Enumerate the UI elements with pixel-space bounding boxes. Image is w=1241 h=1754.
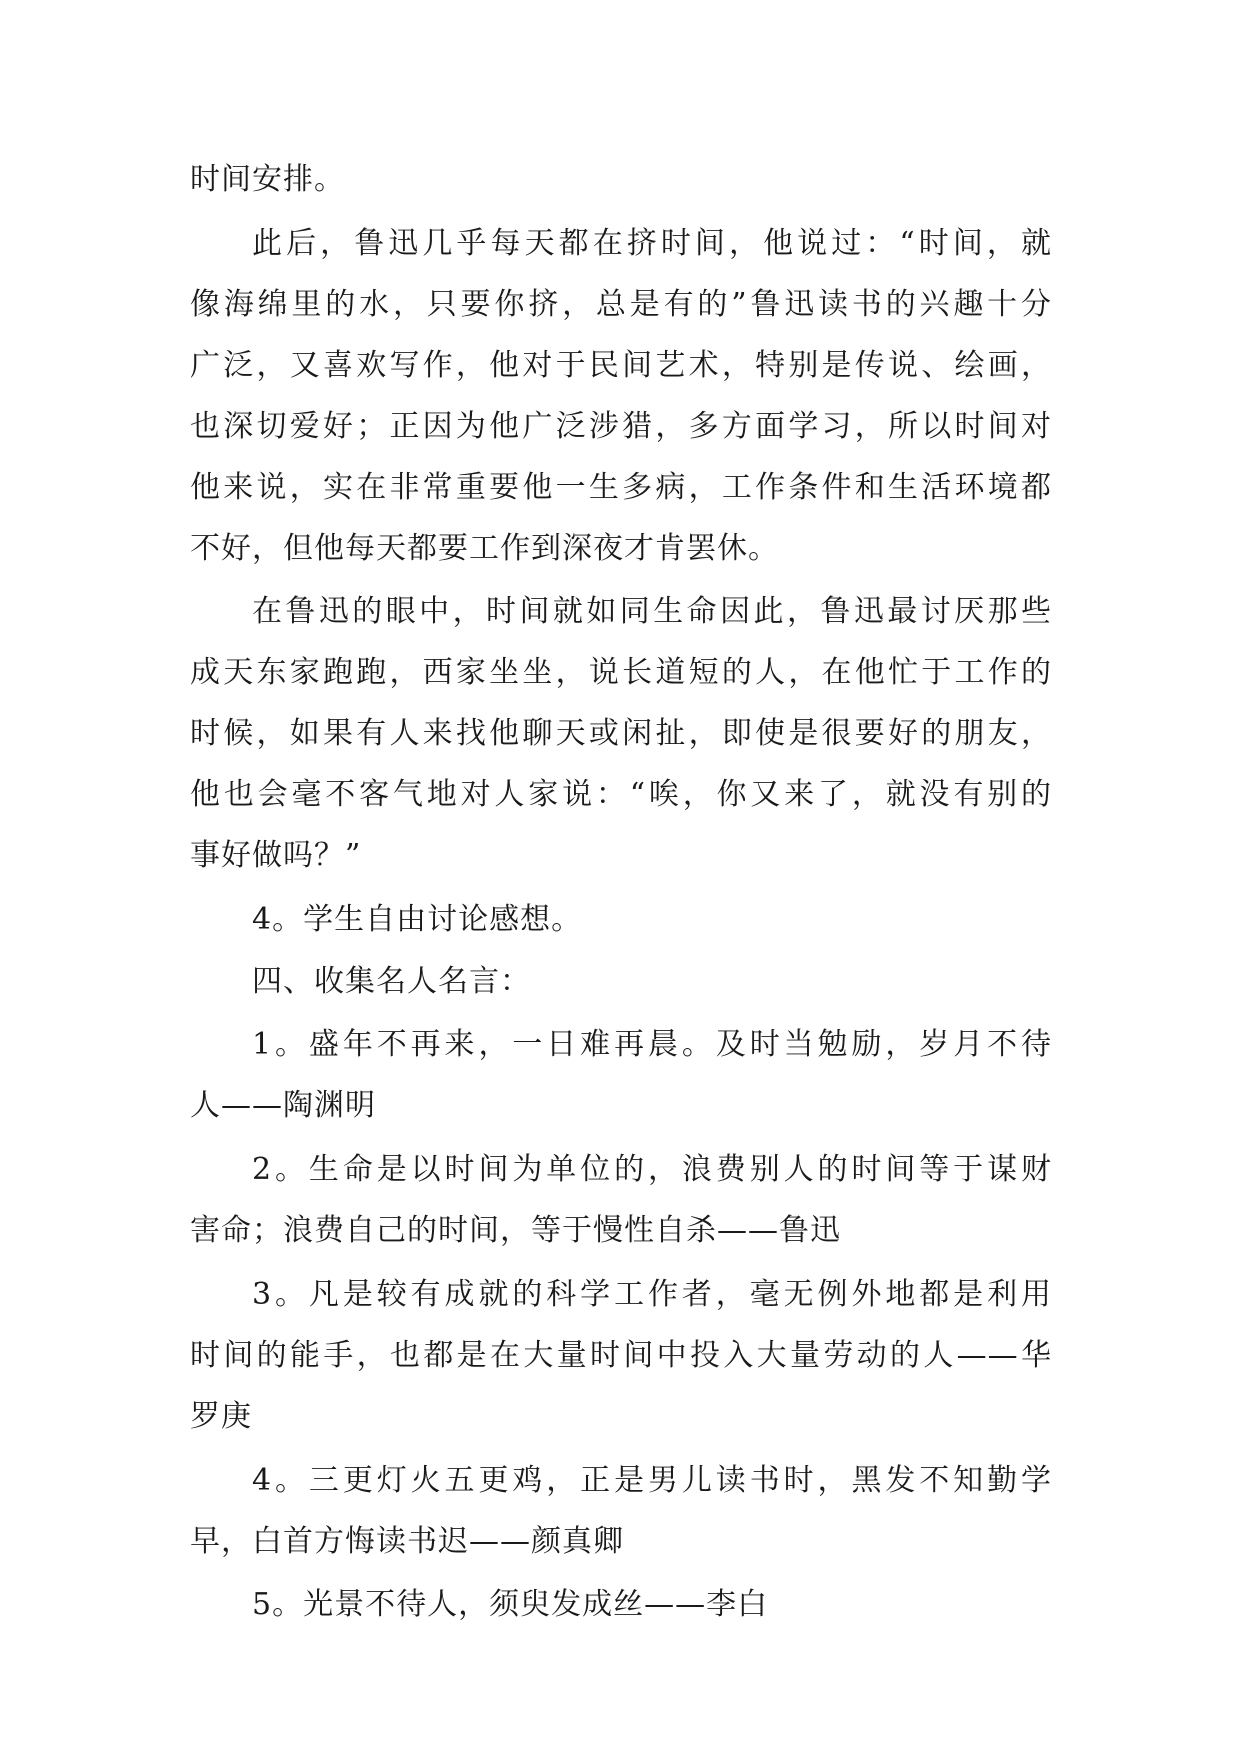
paragraph-line: 不好，但他每天都要工作到深夜才肯罢休。 <box>190 531 779 566</box>
paragraph-line: 他来说，实在非常重要他一生多病，工作条件和生活环境都 <box>190 470 1052 505</box>
quote-line: 时间的能手，也都是在大量时间中投入大量劳动的人——华 <box>190 1338 1052 1373</box>
quote-line: 2。生命是以时间为单位的，浪费别人的时间等于谋财 <box>252 1152 1052 1187</box>
paragraph-line: 此后，鲁迅几乎每天都在挤时间，他说过：“时间，就 <box>252 226 1052 261</box>
paragraph-line: 广泛，又喜欢写作，他对于民间艺术，特别是传说、绘画， <box>190 348 1052 383</box>
paragraph-line: 时间安排。 <box>190 162 345 197</box>
paragraph-line: 像海绵里的水，只要你挤，总是有的”鲁迅读书的兴趣十分 <box>190 287 1052 322</box>
quote-line: 3。凡是较有成就的科学工作者，毫无例外地都是利用 <box>252 1277 1052 1312</box>
quote-line: 害命；浪费自己的时间，等于慢性自杀——鲁迅 <box>190 1213 841 1248</box>
quote-line: 1。盛年不再来，一日难再晨。及时当勉励，岁月不待 <box>252 1027 1052 1062</box>
quote-line: 4。三更灯火五更鸡，正是男儿读书时，黑发不知勤学 <box>252 1463 1052 1498</box>
quote-line: 5。光景不待人，须臾发成丝——李白 <box>252 1587 769 1622</box>
quote-line: 早，白首方悔读书迟——颜真卿 <box>190 1524 624 1559</box>
quote-line: 人——陶渊明 <box>190 1088 376 1123</box>
paragraph-line: 成天东家跑跑，西家坐坐，说长道短的人，在他忙于工作的 <box>190 655 1052 690</box>
paragraph-line: 时候，如果有人来找他聊天或闲扯，即使是很要好的朋友， <box>190 716 1052 751</box>
paragraph-line: 他也会毫不客气地对人家说：“唉，你又来了，就没有别的 <box>190 777 1052 812</box>
quote-line: 罗庚 <box>190 1399 252 1434</box>
section-step: 4。学生自由讨论感想。 <box>252 902 583 937</box>
paragraph-line: 在鲁迅的眼中，时间就如同生命因此，鲁迅最讨厌那些 <box>252 594 1052 629</box>
paragraph-line: 事好做吗？” <box>190 838 362 873</box>
section-heading: 四、收集名人名言： <box>252 964 531 999</box>
paragraph-line: 也深切爱好；正因为他广泛涉猎，多方面学习，所以时间对 <box>190 409 1052 444</box>
